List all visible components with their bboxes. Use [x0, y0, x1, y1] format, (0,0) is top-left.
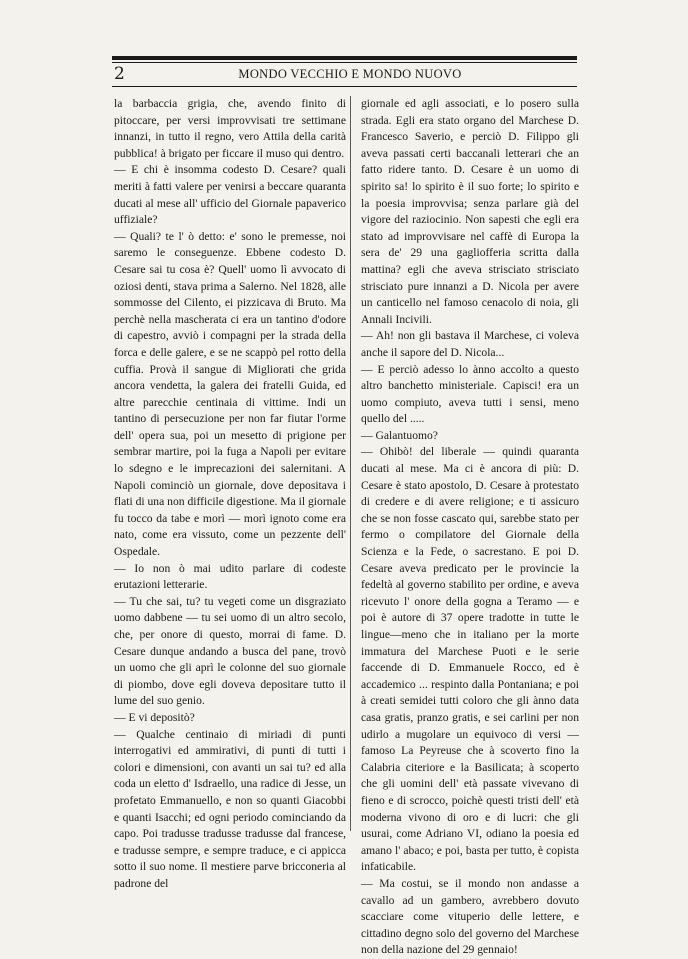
paragraph: — Quali? te l' ò detto: e' sono le premesse, noi saremo le conseguenze. Ebbene codesto D. Cesare sai tu cosa è? Quell' uomo lì avvocato di oziosi denti, stava prima a Salerno. Nel 1828, alle sommosse del Cilento, ei pizzicava di Bruto. Ma perchè nella mascherata ci era un tantino d'odore di capestro, avviò i compagni per la strada della forca e delle galere, e se ne scappò pel rotto della cuffia. Provà il sangue di Migliorati che grida ancora vendetta, la galera dei fratelli Guida, ed altre parecchie centinaia di vittime. Indi un tantino di persecuzione per non far fiutar l'orme dell' opera sua, poi un mesetto di prigione per sembrar martire, poi la fuga a Napoli per evitare lo sdegno e le imprecazioni dei salernitani. A Napoli cominciò un giornale, dove depositava i flati di una non difficile digestione. Ma il giornale fu tocco da tabe e morì — morì ignoto come era nato, come era vissuto, come un pezzente dell' Ospedale. [114, 229, 346, 559]
paragraph: la barbaccia grigia, che, avendo finito di pitoccare, per versi improvvisati tre settimane innanzi, in tutto il regno, vero Attila della carità pubblica! à brigato per ficcare il muso qui dentro. [114, 97, 346, 160]
paragraph: — Io non ò mai udito parlare di codeste erutazioni letterarie. [114, 561, 346, 592]
paragraph: — Ma costui, se il mondo non andasse a cavallo ad un gambero, avrebbero dovuto scacciare come vituperio delle lettere, e cittadino degno solo del governo del Marchese non della nazione del 29 gennaio! [361, 876, 579, 957]
right-column [361, 96, 579, 959]
header-rule-thick [112, 56, 577, 60]
header-rule-thin [112, 62, 577, 63]
left-column [114, 96, 346, 893]
paragraph: — Ah! non gli bastava il Marchese, ci voleva anche il sapore del D. Nicola... [361, 329, 579, 359]
paragraph: — Tu che sai, tu? tu vegeti come un disgraziato uomo dabbene — tu sei uomo di un altro secolo, che, per onore di questo, morrai di fame. D. Cesare dunque andando a busca del pane, trovò un uomo che gli aprì le colonne del suo giornale di piombo, dove egli doveva depositare tutto il lume del suo genio. [114, 594, 346, 708]
paragraph: — Galantuomo? [361, 428, 438, 442]
column-divider [350, 96, 351, 831]
paragraph: — E perciò adesso lo ànno accolto a questo altro banchetto ministeriale. Capisci! era un uomo compiuto, aveva tutti i sensi, meno quello del ..... [361, 362, 579, 426]
paragraph: giornale ed agli associati, e lo posero sulla strada. Egli era stato organo del Marchese D. Francesco Saverio, e perciò D. Filippo gli aveva passati certi baccanali letterari che an fatto ridere tanto. D. Cesare è un uomo di spirito sa! lo spirito è il suo forte; lo spirito e la poesia improvvisa; senza parlare già del vigore del raziocinio. Non sapesti che egli era stato ad improvvisare nel caffè di Europa la sera de' 29 una gagliofferia scritta dalla mattina? egli che aveva strisciato strisciato strisciato pure innanzi a D. Nicola per avere un canticello nel famoso cenacolo di noia, gli Annali Incivili. [361, 97, 579, 326]
paragraph: — E vi depositò? [114, 710, 195, 724]
paragraph: — E chi è insomma codesto D. Cesare? quali meriti à fatti valere per venirsi a beccare quaranta ducati al mese all' ufficio del Giornale papaverico uffiziale? [114, 163, 346, 227]
header-rule-under [112, 86, 577, 87]
page-number: 2 [114, 64, 125, 84]
paragraph: — Qualche centinaio di miriadi di punti interrogativi ed ammirativi, di punti di tutti i colori e dimensioni, con avanti un sai tu? ed alla coda un eletto d' Isdraello, una radice di Jesse, un profetato Emmanuello, e non so quanti Giacobbi e quanti Isacchi; ed ogni periodo cominciando da capo. Poi tradusse tradusse tradusse dal francese, e tradusse sempre, e sempre traduce, e ci appicca sotto il suo nome. Il mestiere parve bricconeria al padrone del [114, 727, 346, 890]
running-title: MONDO VECCHIO E MONDO NUOVO [238, 67, 462, 81]
paragraph: — Ohibò! del liberale — quindi quaranta ducati al mese. Ma ci è ancora di più: D. Cesare è stato apostolo, D. Cesare à protestato di credere e di avere religione; e ti assicuro che se non fosse cascato qui, sarebbe stato per fermo o compilatore del Giornale della Scienza e la Fede, o sacrestano. E poi D. Cesare aveva predicato per le provincie la fedeltà al governo stabilito per ordine, e aveva ricevuto l' onore della gogna a Teramo — e poi è autore di 37 opere tradotte in tutte le lingue—meno che in italiano per la morte immatura del Marchese Puoti e le serie faccende di D. Emmanuele Rocco, ed è accademico ... respinto dalla Pontaniana; e poi à creati semidei tutti coloro che gli ànno data casa gratis, pranzo gratis, e sei carlini per non udirlo a mugolare un equivoco di versi — famoso La Peyreuse che à scoverto fino la Calabria citeriore e la Basilicata; à scoperto che gli uomini dell' età passate vivevano di fieno e di scrocco, poichè questi tristi dell' età moderna vivono di oro e di lucri: che gli usurai, come Adriano VI, odiano la poesia ed amano l' abaco; e poi, basta per tutto, è copista infaticabile. [361, 445, 579, 874]
